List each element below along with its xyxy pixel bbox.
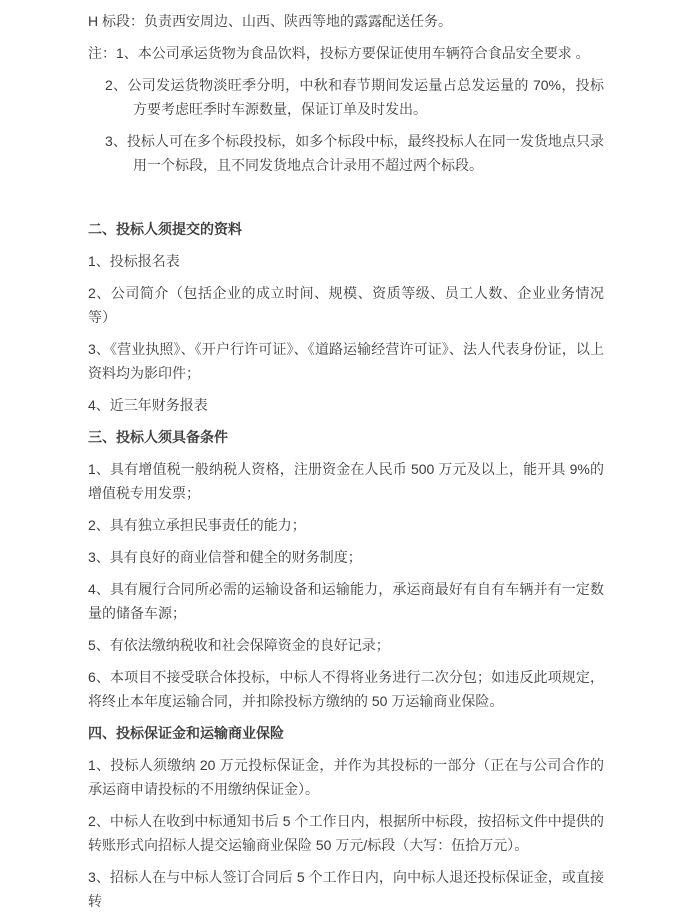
document-body [88, 9, 604, 913]
paragraph: 2、公司简介（包括企业的成立时间、规模、资质等级、员工人数、企业业务情况等） [88, 285, 604, 325]
section-heading: 二、投标人须提交的资料 [88, 221, 242, 237]
paragraph: 3、招标人在与中标人签订合同后 5 个工作日内，向中标人退还投标保证金，或直接转 [88, 869, 604, 909]
paragraph: 3、具有良好的商业信誉和健全的财务制度； [88, 549, 362, 565]
paragraph: 3、《营业执照》、《开户行许可证》、《道路运输经营许可证》、法人代表身份证，以上资料均为影印件； [88, 341, 604, 381]
paragraph: 2、中标人在收到中标通知书后 5 个工作日内，根据所中标段，按招标文件中提供的转账形式向招标人提交运输商业保险 50 万元/标段（大写：伍拾万元）。 [88, 813, 604, 853]
paragraph: 1、具有增值税一般纳税人资格，注册资金在人民币 500 万元及以上，能开具 9%的增值税专用发票； [88, 461, 604, 501]
section-heading: 四、投标保证金和运输商业保险 [88, 725, 284, 741]
paragraph: 4、近三年财务报表 [88, 397, 208, 413]
paragraph: 4、具有履行合同所必需的运输设备和运输能力，承运商最好有自有车辆并有一定数量的储备车源； [88, 581, 604, 621]
paragraph: 2、具有独立承担民事责任的能力； [88, 517, 306, 533]
paragraph: 5、有依法缴纳税收和社会保障资金的良好记录； [88, 637, 390, 653]
paragraph: 6、本项目不接受联合体投标，中标人不得将业务进行二次分包；如违反此项规定，将终止本年度运输合同，并扣除投标方缴纳的 50 万运输商业保险。 [88, 669, 604, 709]
note-paragraph: 3、投标人可在多个标段投标，如多个标段中标，最终投标人在同一发货地点只录用一个标段，且不同发货地点合计录用不超过两个标段。 [105, 133, 604, 173]
paragraph: H 标段：负责西安周边、山西、陕西等地的露露配送任务。 [88, 13, 452, 29]
blank-line [88, 185, 604, 209]
paragraph: 1、投标人须缴纳 20 万元投标保证金，并作为其投标的一部分（正在与公司合作的承运商申请投标的不用缴纳保证金）。 [88, 757, 604, 797]
section-heading: 三、投标人须具备条件 [88, 429, 228, 445]
paragraph: 注：1、本公司承运货物为食品饮料，投标方要保证使用车辆符合食品安全要求 。 [88, 45, 590, 61]
paragraph: 1、投标报名表 [88, 253, 180, 269]
note-paragraph: 2、公司发运货物淡旺季分明，中秋和春节期间发运量占总发运量的 70%，投标方要考虑旺季时车源数量，保证订单及时发出。 [105, 77, 604, 117]
